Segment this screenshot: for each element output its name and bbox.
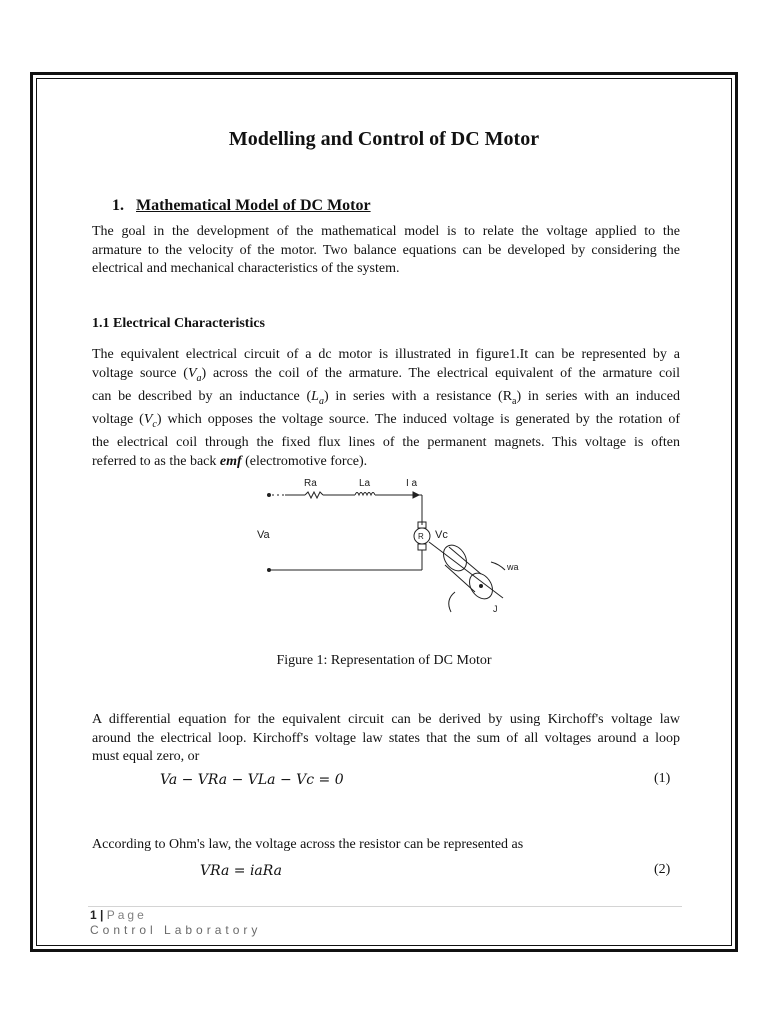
inductor-la bbox=[355, 493, 375, 496]
rotation-arc bbox=[449, 592, 455, 612]
label-la: La bbox=[359, 478, 371, 489]
equation-2-number: (2) bbox=[654, 862, 671, 877]
kirchhoff-line: must equal zero, or bbox=[92, 749, 200, 764]
footer-page-number: 1 bbox=[90, 908, 97, 922]
footer-page-marker bbox=[90, 908, 147, 922]
terminal-bottom bbox=[268, 569, 271, 572]
equation-2: VRa = iaRa bbox=[200, 863, 282, 879]
elec-line: can be described by an inductance $(L_a)$ in series with a resistance $(R_a)$ in series with an induced bbox=[92, 388, 680, 407]
electrical-paragraph bbox=[92, 346, 680, 471]
brush-bottom bbox=[418, 544, 426, 550]
label-j: J bbox=[493, 604, 498, 614]
section-heading bbox=[112, 197, 371, 215]
section-number: 1. bbox=[112, 197, 124, 214]
label-wa: wa bbox=[507, 562, 519, 572]
dc-motor-circuit-diagram bbox=[255, 470, 535, 620]
ohm-line: According to Ohm's law, the voltage across the resistor can be represented as bbox=[92, 837, 524, 852]
document-title: Modelling and Control of DC Motor bbox=[228, 128, 540, 150]
terminal-top bbox=[268, 494, 271, 497]
footer-page-label: Page bbox=[106, 908, 147, 922]
current-arrow bbox=[413, 492, 419, 498]
equation-1: Va − VRa − VLa − Vc = 0 bbox=[160, 772, 344, 788]
intro-line: electrical and mechanical characteristics of the system. bbox=[92, 261, 400, 276]
footer-divider bbox=[88, 906, 682, 907]
equation-1-number: (1) bbox=[654, 771, 671, 786]
elec-line: the electrical coil through the fixed flux lines of the permanent magnets. This voltage is often bbox=[92, 435, 680, 451]
kirchhoff-paragraph bbox=[92, 711, 680, 767]
footer-separator: | bbox=[96, 908, 107, 922]
label-ra: Ra bbox=[304, 478, 317, 489]
elec-line: The equivalent electrical circuit of a dc motor is illustrated in figure1.It can be represented by a bbox=[92, 347, 680, 362]
ohm-paragraph bbox=[92, 836, 680, 855]
elec-line: voltage source $(V_a)$ across the coil of the armature. The electrical equivalent of the armature coil bbox=[92, 365, 680, 384]
label-va: Va bbox=[257, 529, 270, 541]
label-vc: Vc bbox=[435, 529, 448, 541]
figure-caption: Figure 1: Representation of DC Motor bbox=[276, 653, 492, 668]
intro-paragraph bbox=[92, 223, 680, 279]
kirchhoff-line: around the electrical loop. Kirchoff's voltage law states that the sum of all voltages around a loop bbox=[92, 730, 680, 746]
elec-line: voltage $(V_c)$ which opposes the voltage source. The induced voltage is generated by the rotation of bbox=[92, 412, 680, 430]
speed-arc bbox=[491, 562, 505, 570]
footer-lab-name: Control Laboratory bbox=[90, 923, 262, 937]
subsection-heading: 1.1 Electrical Characteristics bbox=[92, 316, 265, 331]
shaft bbox=[429, 542, 503, 598]
resistor-ra bbox=[305, 492, 323, 498]
section-title: Mathematical Model of DC Motor bbox=[136, 197, 371, 214]
intro-line: The goal in the development of the mathematical model is to relate the voltage applied to the bbox=[92, 224, 680, 239]
kirchhoff-line: A differential equation for the equivalent circuit can be derived by using Kirchoff's voltage law bbox=[92, 712, 680, 727]
label-ia: I a bbox=[406, 478, 418, 489]
load-center bbox=[480, 585, 483, 588]
intro-line: armature to the velocity of the motor. Two balance equations can be developed by considering the bbox=[92, 242, 680, 258]
elec-line: referred to as the back emf (electromotive force). bbox=[92, 453, 368, 469]
label-r: R bbox=[418, 532, 424, 541]
